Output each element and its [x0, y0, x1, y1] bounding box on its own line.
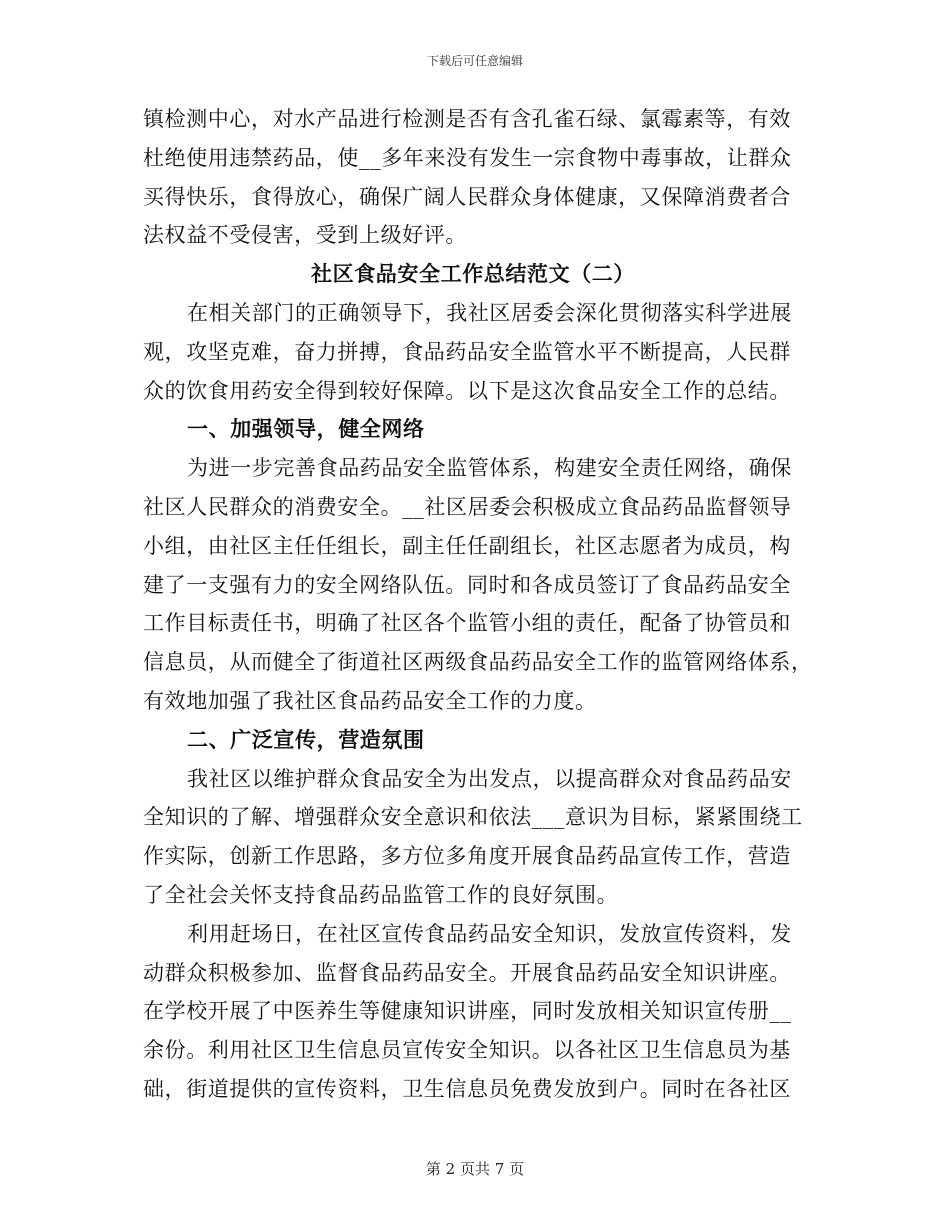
body-line: 小组，由社区主任任组长，副主任任副组长，社区志愿者为成员，构 — [143, 533, 791, 558]
body-line: 础，街道提供的宣传资料，卫生信息员免费发放到户。同时在各社区 — [143, 1076, 791, 1101]
subheading-2: 二、广泛宣传，营造氛围 — [187, 726, 425, 752]
body-line: 法权益不受侵害，受到上级好评。 — [143, 223, 467, 248]
body-line: 买得快乐，食得放心，确保广阔人民群众身体健康，又保障消费者合 — [143, 184, 791, 209]
paragraph-first-line: 利用赶场日，在社区宣传食品药品安全知识，发放宣传资料，发 — [187, 921, 792, 946]
document-body — [143, 100, 813, 1109]
paragraph-first-line: 在相关部门的正确领导下，我社区居委会深化贯彻落实科学进展 — [187, 300, 792, 325]
page-number: 第 2 页共 7 页 — [425, 1160, 525, 1178]
body-line: 动群众积极参加、监督食品药品安全。开展食品药品安全知识讲座。 — [143, 960, 791, 985]
body-line: 了全社会关怀支持食品药品监管工作的良好氛围。 — [143, 882, 619, 907]
body-line: 众的饮食用药安全得到较好保障。以下是这次食品安全工作的总结。 — [143, 378, 791, 403]
paragraph-first-line: 为进一步完善食品药品安全监管体系，构建安全责任网络，确保 — [187, 456, 792, 481]
body-line: 信息员，从而健全了街道社区两级食品药品安全工作的监管网络体系， — [143, 650, 813, 675]
page-header: 下载后可任意编辑 — [426, 54, 523, 68]
body-line: 观，攻坚克难，奋力拼搏，食品药品安全监管水平不断提高，人民群 — [143, 339, 791, 364]
body-line: 镇检测中心，对水产品进行检测是否有含孔雀石绿、氯霉素等，有效 — [143, 107, 791, 131]
subheading-1: 一、加强领导，健全网络 — [187, 416, 425, 442]
body-line: 建了一支强有力的安全网络队伍。同时和各成员签订了食品药品安全 — [143, 572, 791, 597]
body-line: 作实际，创新工作思路，多方位多角度开展食品药品宣传工作，营造 — [143, 844, 791, 869]
body-line: 杜绝使用违禁药品，使__多年来没有发生一宗食物中毒事故，让群众 — [143, 145, 792, 170]
section-title: 社区食品安全工作总结范文（二） — [311, 261, 635, 287]
body-line: 全知识的了解、增强群众安全意识和依法___意识为目标，紧紧围绕工 — [143, 805, 803, 830]
body-line: 工作目标责任书，明确了社区各个监管小组的责任，配备了协管员和 — [143, 611, 791, 636]
body-line: 在学校开展了中医养生等健康知识讲座，同时发放相关知识宣传册__ — [143, 999, 792, 1024]
body-line: 余份。利用社区卫生信息员宣传安全知识。以各社区卫生信息员为基 — [143, 1038, 791, 1063]
paragraph-first-line: 我社区以维护群众食品安全为出发点，以提高群众对食品药品安 — [187, 766, 792, 791]
body-line: 社区人民群众的消费安全。__社区居委会积极成立食品药品监督领导 — [143, 494, 792, 519]
body-line: 有效地加强了我社区食品药品安全工作的力度。 — [143, 688, 597, 713]
